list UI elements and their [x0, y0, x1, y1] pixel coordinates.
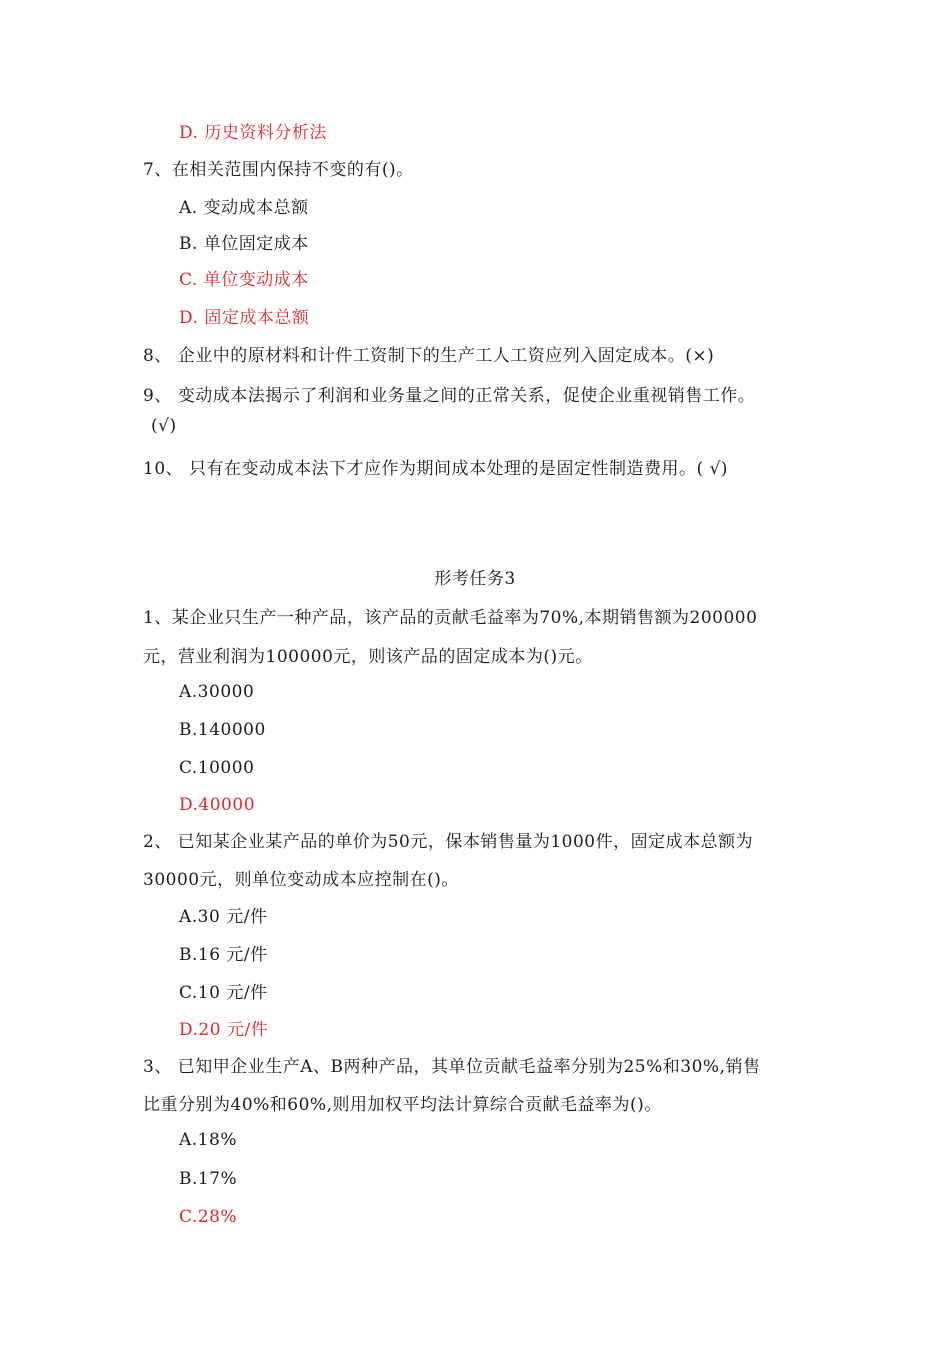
s3-q3-option-a: A.18% — [179, 1130, 237, 1150]
s3-q3-line1: 3、 已知甲企业生产A、B两种产品，其单位贡献毛益率分别为25%和30%,销售 — [143, 1057, 761, 1077]
s3-q1-option-a: A.30000 — [179, 682, 255, 702]
s3-q3-option-c: C.28% — [179, 1207, 238, 1227]
s3-q3-option-b: B.17% — [179, 1169, 238, 1189]
q7-option-b: B. 单位固定成本 — [179, 234, 309, 254]
s3-q2-option-c: C.10 元/件 — [179, 983, 268, 1003]
q10-statement: 10、 只有在变动成本法下才应作为期间成本处理的是固定性制造费用。( √) — [143, 459, 729, 479]
s3-q2-line1: 2、 已知某企业某产品的单价为50元，保本销售量为1000件，固定成本总额为 — [143, 832, 754, 852]
s3-q2-option-b: B.16 元/件 — [179, 945, 268, 965]
s3-q1-option-b: B.140000 — [179, 720, 266, 740]
s3-q1-option-c: C.10000 — [179, 758, 255, 778]
s3-q1-option-d: D.40000 — [179, 795, 256, 815]
q6-option-d: D. 历史资料分析法 — [179, 123, 327, 143]
q7-option-a: A. 变动成本总额 — [179, 198, 309, 218]
s3-q2-option-a: A.30 元/件 — [179, 907, 268, 927]
q7-option-d: D. 固定成本总额 — [179, 308, 310, 328]
s3-q2-line2: 30000元，则单位变动成本应控制在()。 — [143, 870, 459, 890]
s3-q1-line1: 1、某企业只生产一种产品，该产品的贡献毛益率为70%,本期销售额为200000 — [143, 608, 758, 628]
q7-question: 7、在相关范围内保持不变的有()。 — [143, 160, 414, 180]
q9-statement-line2: (√) — [151, 416, 177, 436]
s3-q3-line2: 比重分别为40%和60%,则用加权平均法计算综合贡献毛益率为()。 — [143, 1095, 662, 1115]
section-title: 形考任务3 — [434, 569, 516, 589]
s3-q1-line2: 元，营业利润为100000元，则该产品的固定成本为()元。 — [143, 647, 593, 667]
s3-q2-option-d: D.20 元/件 — [179, 1020, 269, 1040]
q7-option-c: C. 单位变动成本 — [179, 270, 309, 290]
q9-statement-line1: 9、 变动成本法揭示了利润和业务量之间的正常关系，促使企业重视销售工作。 — [143, 386, 756, 406]
q8-statement: 8、 企业中的原材料和计件工资制下的生产工人工资应列入固定成本。(×) — [143, 346, 715, 366]
